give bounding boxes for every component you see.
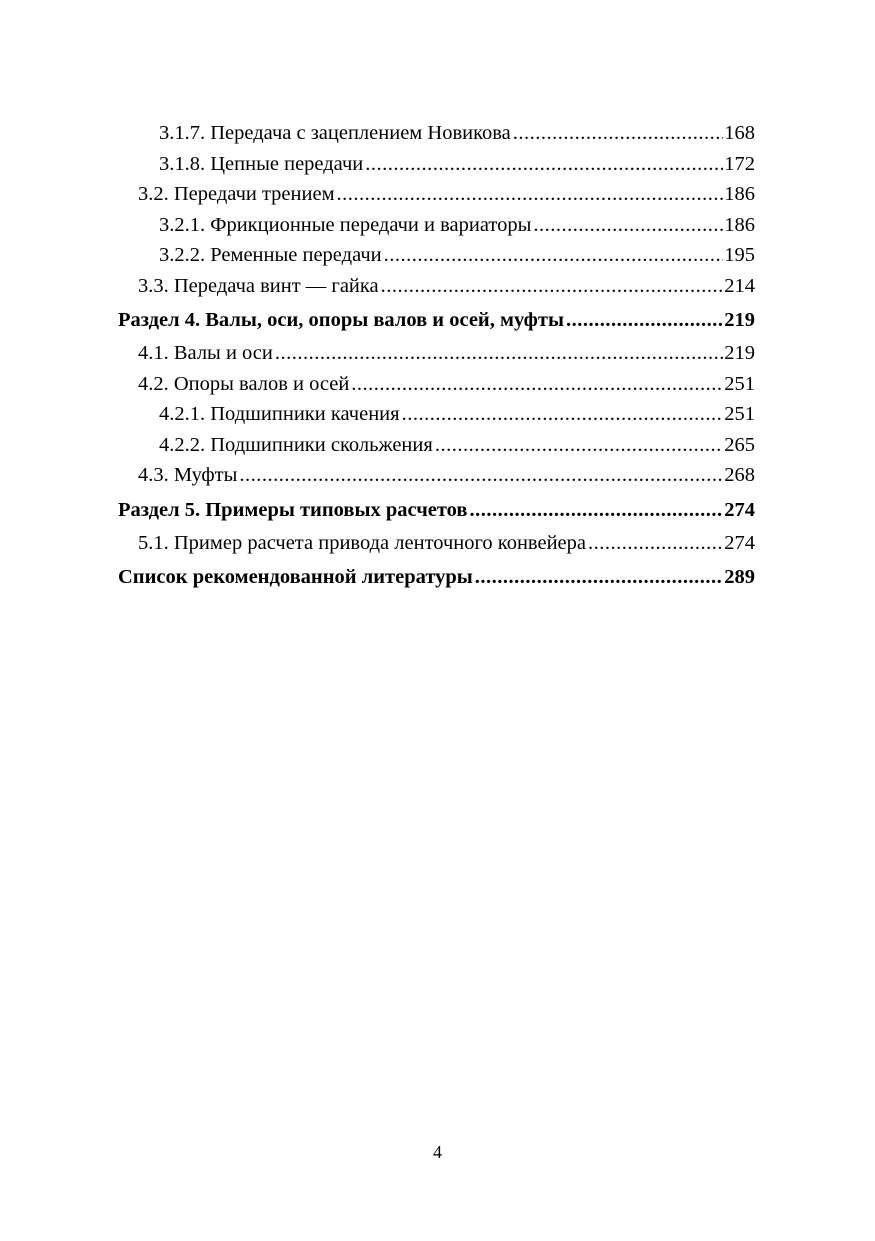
toc-entry <box>118 491 755 528</box>
toc-entry <box>118 240 755 271</box>
toc-entry-title: 4.1. Валы и оси <box>138 342 273 364</box>
toc-entry-title: 3.2.1. Фрикционные передачи и вариаторы <box>159 213 532 236</box>
toc-entry-page: 289 <box>724 566 755 588</box>
dot-leader <box>365 149 723 180</box>
toc-entry <box>118 558 755 595</box>
toc-entry-title: Список рекомендованной литературы <box>118 566 473 588</box>
toc-entry <box>118 271 755 302</box>
dot-leader <box>239 460 723 491</box>
dot-leader <box>475 560 723 595</box>
toc-entry-title: 3.1.8. Цепные передачи <box>159 152 364 175</box>
toc-entry-page: 268 <box>724 464 755 486</box>
toc-entry <box>118 430 755 461</box>
dot-leader <box>469 493 723 528</box>
toc-entry <box>118 338 755 369</box>
toc-entry <box>118 210 755 241</box>
dot-leader <box>384 240 724 271</box>
page-number: 4 <box>433 1142 442 1162</box>
toc-entry-page: 172 <box>724 152 755 175</box>
toc-entry-page: 219 <box>724 342 755 364</box>
dot-leader <box>566 303 723 338</box>
dot-leader <box>435 430 723 461</box>
toc-entry-page: 186 <box>724 213 755 236</box>
toc-entry <box>118 179 755 210</box>
toc-entry-title: 4.2.2. Подшипники скольжения <box>159 433 433 456</box>
toc-entry <box>118 369 755 400</box>
toc-entry-page: 251 <box>724 372 755 395</box>
toc-entry-page: 251 <box>724 403 755 425</box>
dot-leader <box>381 271 724 302</box>
toc-entry <box>118 460 755 491</box>
toc-entry-page: 186 <box>724 183 755 205</box>
toc-entry-title: 4.2. Опоры валов и осей <box>138 372 350 395</box>
toc-entry-title: 3.2. Передачи трением <box>138 183 335 205</box>
toc-entry <box>118 528 755 559</box>
toc-entry-page: 195 <box>724 244 755 266</box>
toc-entry-page: 219 <box>724 309 755 331</box>
dot-leader <box>402 399 724 430</box>
toc-entry-title: 3.1.7. Передача с зацеплением Новикова <box>159 122 511 144</box>
dot-leader <box>533 210 723 241</box>
toc-entry-title: 4.2.1. Подшипники качения <box>159 403 400 425</box>
dot-leader <box>513 118 723 149</box>
toc-entry-page: 274 <box>724 531 755 554</box>
dot-leader <box>337 179 724 210</box>
toc-entry-title: 3.3. Передача винт — гайка <box>138 274 379 297</box>
toc-entry-page: 168 <box>724 122 755 144</box>
toc-entry-page: 214 <box>724 274 755 297</box>
toc-entry-title: 3.2.2. Ременные передачи <box>159 244 382 266</box>
dot-leader <box>588 528 723 559</box>
toc-entry <box>118 149 755 180</box>
toc-entry <box>118 399 755 430</box>
toc-entry-title: Раздел 4. Валы, оси, опоры валов и осей, муфты <box>118 309 564 331</box>
toc-entry-title: 5.1. Пример расчета привода ленточного конвейера <box>138 531 586 554</box>
toc-entry <box>118 301 755 338</box>
toc-entry-page: 274 <box>724 498 755 521</box>
toc-entry <box>118 118 755 149</box>
table-of-contents <box>118 118 755 595</box>
toc-entry-title: 4.3. Муфты <box>138 464 238 486</box>
dot-leader <box>275 338 723 369</box>
toc-entry-page: 265 <box>724 433 755 456</box>
dot-leader <box>351 369 723 400</box>
toc-entry-title: Раздел 5. Примеры типовых расчетов <box>118 498 468 521</box>
